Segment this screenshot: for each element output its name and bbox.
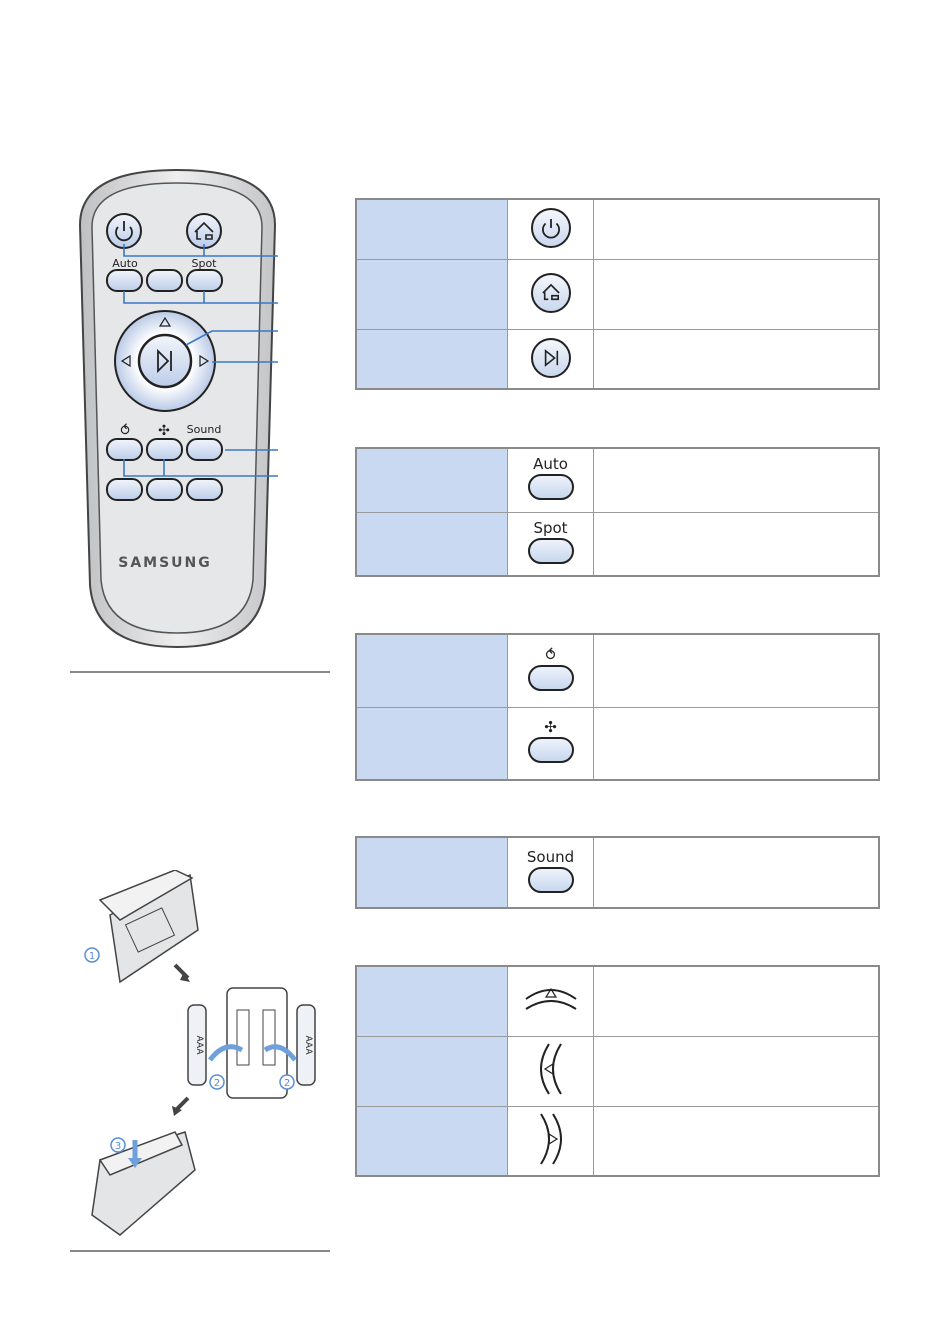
table-row xyxy=(356,1106,879,1176)
remote-spot-label: Spot xyxy=(191,257,217,270)
table-row xyxy=(356,448,879,512)
sound-button-icon xyxy=(528,867,574,893)
step1-badge: 1 xyxy=(88,951,96,962)
function-desc-cell xyxy=(594,329,880,389)
auto-button-label: Auto xyxy=(533,455,568,474)
function-name-cell xyxy=(356,1106,508,1176)
function-table-main xyxy=(355,198,880,390)
function-name-cell xyxy=(356,259,508,329)
battery-left-type: AAA xyxy=(194,1035,204,1055)
function-table-direction xyxy=(355,965,880,1177)
table-row xyxy=(356,512,879,576)
table-row xyxy=(356,259,879,329)
divider-top xyxy=(70,671,330,673)
divider-bottom xyxy=(70,1250,330,1252)
function-desc-cell xyxy=(594,966,880,1036)
function-table-sound xyxy=(355,836,880,909)
suction-low-icon: ⥀ xyxy=(545,645,556,664)
function-desc-cell xyxy=(594,448,880,512)
step2-badge-right: 2 xyxy=(283,1078,291,1089)
function-name-cell xyxy=(356,199,508,259)
svg-text:⥀: ⥀ xyxy=(120,423,130,439)
function-desc-cell xyxy=(594,259,880,329)
remote-auto-label: Auto xyxy=(112,257,138,270)
battery-installation-illustration xyxy=(80,870,320,1240)
function-name-cell xyxy=(356,634,508,707)
function-desc-cell xyxy=(594,837,880,908)
table-row xyxy=(356,837,879,908)
spot-button-label: Spot xyxy=(533,518,568,537)
function-desc-cell xyxy=(594,707,880,780)
function-desc-cell xyxy=(594,634,880,707)
table-row xyxy=(356,1036,879,1106)
table-row xyxy=(356,329,879,389)
function-desc-cell xyxy=(594,512,880,576)
power-icon xyxy=(531,208,571,248)
table-row xyxy=(356,199,879,259)
left-arrow-icon xyxy=(531,1039,571,1099)
svg-text:✣: ✣ xyxy=(158,423,170,439)
suction-high-icon: ✣ xyxy=(544,718,557,737)
function-table-suction xyxy=(355,633,880,781)
auto-button-icon xyxy=(528,474,574,500)
function-name-cell xyxy=(356,966,508,1036)
function-table-cleaning-mode xyxy=(355,447,880,577)
remote-control-illustration xyxy=(70,165,285,655)
table-row xyxy=(356,634,879,707)
table-row xyxy=(356,707,879,780)
sound-button-label: Sound xyxy=(526,847,575,866)
function-desc-cell xyxy=(594,1036,880,1106)
play-pause-icon xyxy=(531,338,571,378)
function-name-cell xyxy=(356,448,508,512)
function-desc-cell xyxy=(594,1106,880,1176)
table-row xyxy=(356,966,879,1036)
forward-arrow-icon xyxy=(521,979,581,1019)
suction-low-button-icon xyxy=(528,665,574,691)
function-name-cell xyxy=(356,1036,508,1106)
battery-right-type: AAA xyxy=(303,1035,313,1055)
right-arrow-icon xyxy=(531,1109,571,1169)
function-desc-cell xyxy=(594,199,880,259)
function-name-cell xyxy=(356,329,508,389)
step3-badge: 3 xyxy=(114,1141,122,1152)
remote-sound-label: Sound xyxy=(186,423,222,436)
step2-badge-left: 2 xyxy=(213,1078,221,1089)
function-name-cell xyxy=(356,512,508,576)
remote-brand-logo: SAMSUNG xyxy=(118,555,212,571)
suction-high-button-icon xyxy=(528,737,574,763)
function-name-cell xyxy=(356,837,508,908)
spot-button-icon xyxy=(528,538,574,564)
home-charge-icon xyxy=(531,273,571,313)
function-name-cell xyxy=(356,707,508,780)
